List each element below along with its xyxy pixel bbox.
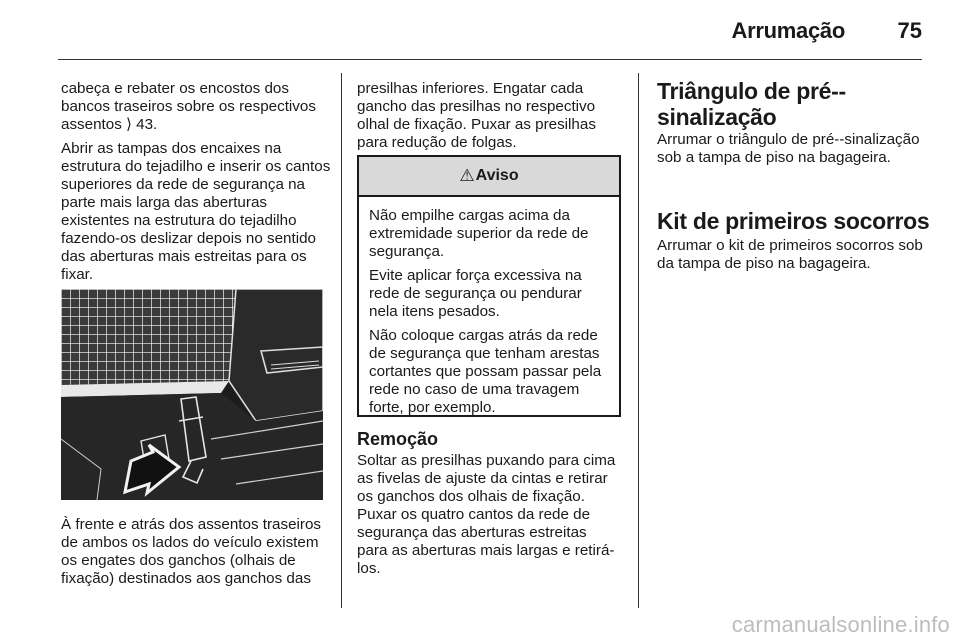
warning-header [359, 157, 619, 197]
warning-title: Aviso [475, 167, 519, 184]
triangle-heading [657, 78, 927, 130]
removal-text-block [357, 452, 621, 584]
paragraph: Abrir as tampas dos encaixes na estrutura do tejadilho e inserir os cantos superiores da rede de segurança na parte mais larga das aberturas existentes na estrutura do tejadilho fazendo-os deslizar depois no sentido das aberturas mais estreitas para os fixar. [61, 140, 331, 283]
cargo-net-illustration [61, 289, 323, 500]
first-aid-heading [657, 208, 937, 234]
chapter-title: Arrumação [731, 18, 845, 43]
column-1-text-continued [61, 516, 333, 594]
paragraph: presilhas inferiores. Engatar cada gancho das presilhas no respectivo olhal de fixação. Puxar as presilhas para redução de folgas. [357, 80, 596, 151]
column-1-text [61, 80, 333, 290]
warning-triangle-icon: ⚠ [459, 166, 475, 185]
warning-paragraph: Não coloque cargas atrás da rede de segurança que tenham arestas cortantes que possam passar pela rede no caso de uma travagem forte, por exemplo. [369, 327, 602, 416]
watermark: carmanualsonline.info [731, 612, 950, 637]
removal-heading: Remoção [357, 429, 439, 449]
paragraph: cabeça e rebater os encostos dos bancos traseiros sobre os respectivos assentos ⟩ 43. [61, 80, 316, 133]
warning-box [357, 155, 621, 417]
warning-paragraph: Não empilhe cargas acima da extremidade superior da rede de segurança. [369, 207, 589, 260]
paragraph: À frente e atrás dos assentos traseiros de ambos os lados do veículo existem os engates dos ganchos (olhais de fixação) destinados aos ganchos das [61, 516, 322, 587]
header-rule [58, 59, 922, 60]
paragraph: Soltar as presilhas puxando para cima as fivelas de ajuste da cintas e retirar os ganchos dos olhais de fixação. Puxar os quatro cantos da rede de segurança das aberturas estreitas para as aberturas mais largas e retirá-los. [357, 452, 616, 577]
section-heading: Kit de primeiros socorros [657, 208, 930, 234]
section-heading: Triângulo de pré--sinalização [657, 78, 846, 130]
paragraph: Arrumar o kit de primeiros socorros sob da tampa de piso na bagageira. [657, 237, 923, 272]
warning-body [359, 197, 619, 417]
column-divider-1 [341, 73, 342, 608]
warning-paragraph: Evite aplicar força excessiva na rede de segurança ou pendurar nela itens pesados. [369, 267, 582, 320]
column-divider-2 [638, 73, 639, 608]
triangle-text-block [657, 131, 927, 173]
page-number: 75 [897, 18, 922, 43]
column-2-text [357, 80, 621, 158]
first-aid-text-block [657, 237, 927, 279]
paragraph: Arrumar o triângulo de pré--sinalização sob a tampa de piso na bagageira. [657, 131, 920, 166]
